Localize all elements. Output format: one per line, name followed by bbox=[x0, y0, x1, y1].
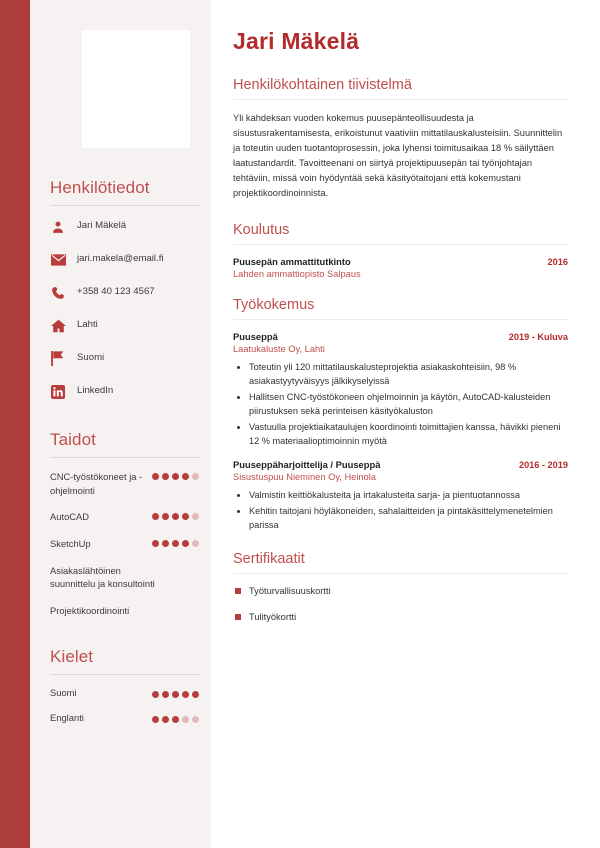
rating-dot bbox=[182, 716, 189, 723]
entry-title: Puusepän ammattitutkinto bbox=[233, 256, 351, 268]
contact-value: jari.makela@email.fi bbox=[77, 253, 164, 265]
rating-dot bbox=[152, 540, 159, 547]
linkedin-icon bbox=[50, 384, 66, 400]
rating-dot bbox=[192, 513, 199, 520]
left-accent-stripe bbox=[0, 0, 30, 848]
divider bbox=[233, 573, 568, 574]
list-item: Tulityökortti bbox=[233, 611, 568, 624]
entry-organization: Sisustuspuu Nieminen Oy, Heinola bbox=[233, 472, 376, 483]
divider bbox=[50, 457, 199, 458]
list-item: Vastuulla projektiaikataulujen koordinointi toimittajien kanssa, hävikki pieneni 12 % materiaalioptimoinnin myötä bbox=[233, 421, 568, 449]
skill-row bbox=[50, 470, 199, 497]
skill-label: AutoCAD bbox=[50, 511, 90, 523]
entry-bullets bbox=[233, 489, 568, 533]
sidebar-heading-personal: Henkilötiedot bbox=[50, 178, 150, 197]
entry-header bbox=[233, 331, 568, 342]
skill-row bbox=[50, 604, 199, 618]
list-item: Valmistin keittiökalusteita ja irtakalusteita sarja- ja pientuotannossa bbox=[233, 489, 568, 503]
rating-dot bbox=[152, 513, 159, 520]
skill-label: Projektikoordinointi bbox=[50, 604, 130, 616]
language-row bbox=[50, 712, 199, 723]
entry-date: 2016 bbox=[547, 257, 568, 268]
skill-rating bbox=[152, 470, 199, 480]
rating-dot bbox=[182, 540, 189, 547]
rating-dot bbox=[162, 513, 169, 520]
list-item: Kehitin taitojani höyläkoneiden, sahalaitteiden ja pintakäsittelymenetelmien parissa bbox=[233, 505, 568, 533]
section-education bbox=[233, 222, 568, 279]
rating-dot bbox=[172, 691, 179, 698]
section-heading-certificates: Sertifikaatit bbox=[233, 551, 305, 568]
flag-icon bbox=[50, 351, 66, 367]
section-heading-education: Koulutus bbox=[233, 222, 290, 239]
skill-label: SketchUp bbox=[50, 537, 91, 549]
entry-date: 2016 - 2019 bbox=[518, 460, 568, 471]
divider bbox=[50, 205, 199, 206]
contact-list bbox=[50, 218, 199, 400]
profile-photo-placeholder bbox=[82, 30, 190, 148]
rating-dot bbox=[162, 691, 169, 698]
contact-item-country bbox=[50, 350, 199, 367]
rating-dot bbox=[152, 473, 159, 480]
rating-dot bbox=[192, 473, 199, 480]
rating-dot bbox=[152, 716, 159, 723]
language-row bbox=[50, 687, 199, 698]
language-label: Englanti bbox=[50, 712, 84, 724]
sidebar-heading-languages: Kielet bbox=[50, 647, 94, 667]
phone-icon bbox=[50, 285, 66, 301]
rating-dot bbox=[192, 540, 199, 547]
skill-label: CNC-työstökoneet ja -ohjelmointi bbox=[50, 471, 143, 496]
rating-dot bbox=[182, 513, 189, 520]
rating-dot bbox=[152, 691, 159, 698]
list-item: Hallitsen CNC-työstökoneen ohjelmoinnin ja käytön, AutoCAD-kalusteiden piirustuksen sekä perinteisen käsityökaluston bbox=[233, 391, 568, 419]
rating-dot bbox=[192, 691, 199, 698]
rating-dot bbox=[172, 513, 179, 520]
contact-item-name bbox=[50, 218, 199, 235]
contact-item-phone[interactable] bbox=[50, 284, 199, 301]
rating-dot bbox=[182, 691, 189, 698]
divider bbox=[233, 319, 568, 320]
skill-label: Asiakaslähtöinen suunnittelu ja konsultointi bbox=[50, 564, 155, 590]
rating-dot bbox=[162, 540, 169, 547]
rating-dot bbox=[192, 716, 199, 723]
entry-title: Puuseppä bbox=[233, 331, 278, 343]
section-heading-experience: Työkokemus bbox=[233, 297, 315, 314]
section-certificates bbox=[233, 551, 568, 624]
language-rating bbox=[152, 713, 199, 723]
sidebar-heading-skills: Taidot bbox=[50, 430, 96, 449]
education-entry bbox=[233, 256, 568, 279]
divider bbox=[233, 99, 568, 100]
language-rating bbox=[152, 688, 199, 698]
sidebar bbox=[30, 0, 211, 848]
section-experience bbox=[233, 297, 568, 533]
rating-dot bbox=[172, 540, 179, 547]
list-item: Toteutin yli 120 mittatilauskalusteprojektia asiakaskohteisiin, 98 % asiakastyytyväisyys jälkikyselyissä bbox=[233, 361, 568, 389]
contact-value: Jari Mäkelä bbox=[77, 220, 127, 232]
main-content bbox=[211, 0, 600, 848]
home-icon bbox=[50, 318, 66, 334]
summary-text: Yli kahdeksan vuoden kokemus puusepänteollisuudesta ja sisustusrakentamisesta, erikoistunut vaativiin mittatilauskalusteisiin. Suunnittelin ja toteutin uuden tuotantoprosessin, joka lyhensi toimitusaikaa 18 % säilyttäen laatustandardit. Tavoitteenani on siirtyä projektipuusepän tai työnjohtajan tehtäviin, missä voin hyödyntää sekä käsityötaitojani että kokemustani projektikoordinoinnista. bbox=[233, 113, 563, 199]
experience-entry bbox=[233, 331, 568, 449]
contact-value: Suomi bbox=[77, 352, 105, 364]
entry-organization: Lahden ammattiopisto Salpaus bbox=[233, 269, 361, 280]
contact-item-city bbox=[50, 317, 199, 334]
entry-organization: Laatukaluste Oy, Lahti bbox=[233, 344, 325, 355]
skills-list bbox=[50, 470, 199, 617]
entry-title: Puuseppäharjoittelija / Puuseppä bbox=[233, 459, 381, 471]
entry-date: 2019 - Kuluva bbox=[508, 332, 568, 343]
contact-value: +358 40 123 4567 bbox=[77, 286, 155, 298]
language-label: Suomi bbox=[50, 687, 77, 699]
contact-item-email[interactable] bbox=[50, 251, 199, 268]
skill-rating bbox=[152, 537, 199, 547]
skill-row bbox=[50, 537, 199, 551]
page-title: Jari Mäkelä bbox=[233, 28, 360, 54]
languages-list bbox=[50, 687, 199, 723]
rating-dot bbox=[182, 473, 189, 480]
list-item: Työturvallisuuskortti bbox=[233, 585, 568, 598]
rating-dot bbox=[172, 716, 179, 723]
contact-item-linkedin[interactable] bbox=[50, 383, 199, 400]
person-icon bbox=[50, 219, 66, 235]
skill-row bbox=[50, 564, 199, 591]
entry-bullets bbox=[233, 361, 568, 449]
section-summary bbox=[233, 77, 568, 201]
divider bbox=[50, 674, 199, 675]
entry-header bbox=[233, 459, 568, 470]
skill-rating bbox=[152, 510, 199, 520]
certificates-list bbox=[233, 585, 568, 624]
rating-dot bbox=[162, 716, 169, 723]
entry-header bbox=[233, 256, 568, 267]
contact-value: Lahti bbox=[77, 319, 98, 331]
section-heading-summary: Henkilökohtainen tiivistelmä bbox=[233, 77, 412, 93]
experience-entry bbox=[233, 459, 568, 533]
contact-value: LinkedIn bbox=[77, 385, 114, 397]
skill-row bbox=[50, 510, 199, 524]
rating-dot bbox=[172, 473, 179, 480]
rating-dot bbox=[162, 473, 169, 480]
envelope-icon bbox=[50, 252, 66, 268]
divider bbox=[233, 244, 568, 245]
